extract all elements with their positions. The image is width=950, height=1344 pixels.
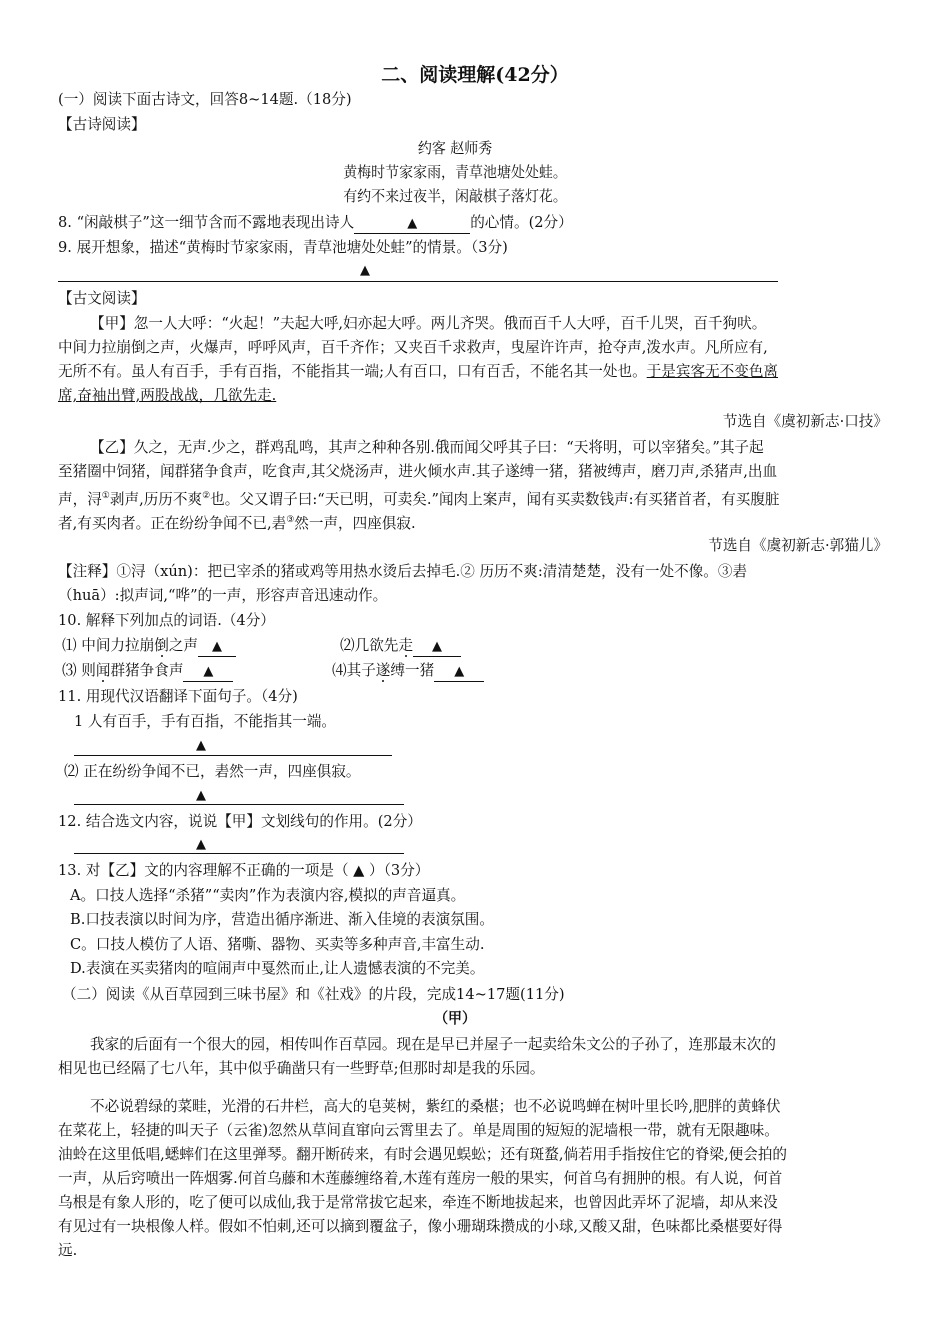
answer-mark: ▲ <box>360 263 370 278</box>
passage-line: 我家的后面有一个很大的园，相传叫作百草园。现在是早已并屋子一起卖给朱文公的子孙了，连那最末次的 <box>90 1036 776 1053</box>
passage-jia-line: 无所不有。虽人有百手，手有百指，不能指其一端;人有百口，口有百舌，不能名其一处也。于是宾客无不变色离 <box>58 363 779 380</box>
option-c[interactable]: C。口技人模仿了人语、猪嘶、器物、买卖等多种声音,丰富生动. <box>70 936 485 953</box>
option-a[interactable]: A。口技人选择“杀猪”“卖肉”作为表演内容,模拟的声音逼真。 <box>70 887 466 904</box>
passage-jia-line: 【甲】忽一人大呼：“火起！”夫起大呼,妇亦起大呼。两儿齐哭。俄而百千人大呼，百千儿哭，百千狗吠。 <box>90 315 767 332</box>
passage-line: 有见过有一块根像人样。假如不怕刺,还可以摘到覆盆子，像小珊瑚珠攒成的小球,又酸又甜，色味都比桑椹要好得 <box>58 1218 783 1235</box>
question-11: 11. 用现代汉语翻译下面句子。（4分) <box>58 688 298 705</box>
footnote-marker: ② <box>202 491 211 501</box>
question-text: 的心情。(2分） <box>470 214 573 231</box>
question-9: 9. 展开想象，描述“黄梅时节家家雨，青草池塘处处蛙”的情景。（3分) <box>58 239 508 256</box>
passage-yi-line: 者,有买肉者。正在纷纷争闻不已,砉③然一声，四座俱寂. <box>58 515 416 532</box>
part1-intro: (一）阅读下面古诗文，回答8~14题.（18分) <box>58 91 352 108</box>
q11-item-2: ⑵ 正在纷纷争闻不已，砉然一声，四座俱寂。 <box>64 763 361 780</box>
footnote-marker: ① <box>101 491 110 501</box>
answer-mark: ▲ <box>196 788 206 803</box>
answer-line[interactable] <box>58 281 778 282</box>
passage-yi-line: 【乙】久之，无声.少之，群鸡乱鸣，其声之种种各别.俄而闻父呼其子曰：“天将明，可以宰猪矣。”其子起 <box>90 439 764 456</box>
passage-label: （甲） <box>434 1010 477 1027</box>
passage-yi-line: 至猪圈中饲猪，闻群猪争食声，吃食声,其父烧汤声，进火倾水声.其子遂缚一猪，猪被缚声，磨刀声,杀猪声,出血 <box>58 463 778 480</box>
q11-item-1: 1 人有百手，手有百指，不能指其一端。 <box>74 713 337 730</box>
dotted-word: 闻 <box>95 662 111 679</box>
passage-line: 乌根是有象人形的，吃了便可以成仙,我于是常常拔它起来，牵连不断地拔起来，也曾因此弄坏了泥墙，却从来没 <box>58 1194 778 1211</box>
answer-mark: ▲ <box>196 738 206 753</box>
poem-line: 有约不来过夜半，闲敲棋子落灯花。 <box>343 188 567 205</box>
answer-blank[interactable] <box>354 214 470 234</box>
question-13: 13. 对【乙】文的内容理解不正确的一项是（ ▲ ）（3分） <box>58 862 430 879</box>
question-12: 12. 结合选文内容，说说【甲】文划线句的作用。(2分） <box>58 813 422 830</box>
answer-blank[interactable]: ▲ <box>434 662 484 682</box>
answer-mark: ▲ <box>407 216 418 231</box>
passage-yi-line: 声，浔①剥声,历历不爽②也。父又谓子曰:“天已明，可卖矣.”闻肉上案声，闻有买卖数钱声:有买猪首者，有买腹脏 <box>58 491 780 508</box>
passage-line: 在菜花上，轻捷的叫天子（云雀)忽然从草间直窜向云霄里去了。单是周围的短短的泥墙根一带，就有无限趣味。 <box>58 1122 779 1139</box>
answer-line[interactable] <box>74 804 404 805</box>
passage-line: 不必说碧绿的菜畦，光滑的石井栏，高大的皂荚树，紫红的桑椹；也不必说鸣蝉在树叶里长吟,肥胖的黄蜂伏 <box>90 1098 781 1115</box>
passage-source: 节选自《虞初新志·郭猫儿》 <box>708 537 888 554</box>
passage-jia-line: 中间力拉崩倒之声，火爆声，呼呼风声，百千齐作；又夹百千求救声，曳屋许许声，抢夺声,泼水声。凡所应有, <box>58 339 768 356</box>
poem-title: 约客 赵师秀 <box>417 140 493 157</box>
passage-line: 油蛉在这里低唱,蟋蟀们在这里弹琴。翻开断砖来，有时会遇见蜈蚣；还有斑蝥,倘若用手指按住它的脊梁,便会拍的 <box>58 1146 788 1163</box>
passage-line: 相见也已经隔了七八年，其中似乎确凿只有一些野草;但那时却是我的乐园。 <box>58 1060 545 1077</box>
answer-blank[interactable]: ▲ <box>183 662 233 682</box>
question-10: 10. 解释下列加点的词语.（4分） <box>58 612 275 629</box>
prose-heading: 【古文阅读】 <box>58 290 146 307</box>
poem-line: 黄梅时节家家雨，青草池塘处处蛙。 <box>343 164 567 181</box>
question-text: 8. “闲敲棋子”这一细节含而不露地表现出诗人 <box>58 214 355 231</box>
answer-line[interactable] <box>74 853 404 854</box>
underlined-sentence: 于是宾客无不变色离 <box>646 363 779 380</box>
answer-blank[interactable]: ▲ <box>198 637 236 657</box>
annotation-line: 【注释】①浔（xún)：把已宰杀的猪或鸡等用热水烫后去掉毛.② 历历不爽:清清楚楚，没有一处不像。③砉 <box>58 563 748 580</box>
option-b[interactable]: B.口技表演以时间为序，营造出循序渐进、渐入佳境的表演氛围。 <box>70 911 494 928</box>
question-8 <box>58 212 573 234</box>
section-title: 二、阅读理解(42分） <box>381 64 569 86</box>
passage-source: 节选自《虞初新志·口技》 <box>722 413 888 430</box>
q10-item-1: ⑴ 中间力拉崩倒之声 ▲ <box>62 635 236 657</box>
poem-heading: 【古诗阅读】 <box>58 116 146 133</box>
option-d[interactable]: D.表演在买卖猪肉的喧闹声中戛然而止,让人遗憾表演的不完美。 <box>70 960 485 977</box>
passage-line: 一声，从后窍喷出一阵烟雾.何首乌藤和木莲藤缠络着,木莲有莲房一般的果实，何首乌有拥肿的根。有人说，何首 <box>58 1170 783 1187</box>
passage-line: 远. <box>58 1242 78 1259</box>
underlined-sentence: 席,奋袖出臂,两股战战，几欲先走. <box>58 387 277 404</box>
dotted-word: 倒 <box>154 637 169 654</box>
dotted-word: 遂 <box>375 662 391 679</box>
answer-blank[interactable]: ▲ <box>413 637 461 657</box>
annotation-line: （huā）:拟声词,“哗”的一声，形容声音迅速动作。 <box>58 587 388 604</box>
answer-mark: ▲ <box>196 837 206 852</box>
dotted-word: 走 <box>398 637 413 654</box>
part2-intro: （二）阅读《从百草园到三味书屋》和《社戏》的片段，完成14~17题(11分) <box>62 986 565 1003</box>
answer-line[interactable] <box>74 755 392 756</box>
q10-item-4: ⑷其子遂缚一猪 ▲ <box>332 660 484 682</box>
q10-item-2: ⑵几欲先走 ▲ <box>340 635 461 657</box>
q10-item-3: ⑶ 则闻群猪争食声 ▲ <box>62 660 233 682</box>
footnote-marker: ③ <box>286 515 295 525</box>
